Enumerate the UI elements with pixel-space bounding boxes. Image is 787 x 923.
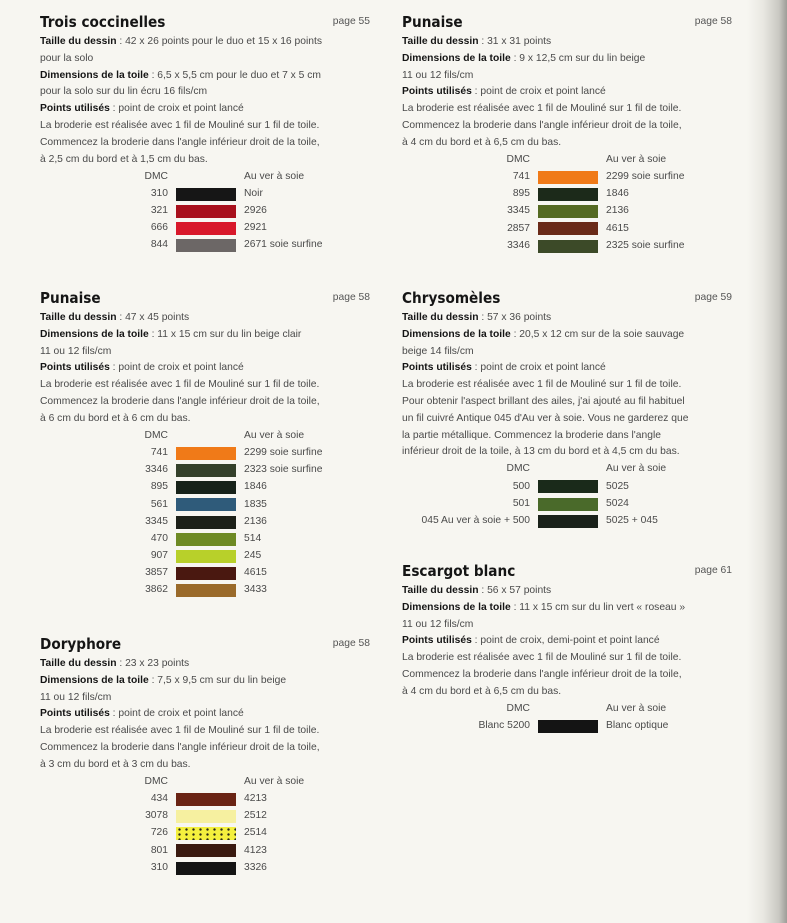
color-swatch	[538, 171, 598, 184]
page-reference: page 58	[694, 16, 732, 27]
points-label: Points utilisés	[402, 86, 472, 98]
thread-row	[402, 513, 666, 530]
dmc-code: 895	[150, 481, 168, 493]
swatch-cell	[176, 496, 238, 513]
thread-row	[40, 791, 304, 808]
dimensions-continuation: 11 ou 12 fils/cm	[40, 691, 112, 703]
thread-row	[40, 237, 322, 254]
instructions-line: La broderie est réalisée avec 1 fil de Mouliné sur 1 fil de toile.	[402, 652, 682, 664]
dimensions-label: Dimensions de la toile	[40, 328, 149, 340]
dmc-code: 500	[512, 480, 530, 492]
instructions-line: Commencez la broderie dans l'angle inférieur droit de la toile,	[40, 395, 320, 407]
page-reference: page 55	[332, 16, 370, 27]
instructions-line: Commencez la broderie dans l'angle inférieur droit de la toile,	[40, 136, 320, 148]
dmc-code: 3862	[145, 584, 168, 596]
dimensions-value: : 6,5 x 5,5 cm pour le duo et 7 x 5 cm	[148, 69, 321, 81]
au-ver-a-soie-code: 2323 soie surfine	[244, 464, 323, 476]
swatch-cell	[176, 531, 238, 548]
thread-row	[40, 531, 322, 548]
au-ver-a-soie-column-header: Au ver à soie	[606, 463, 667, 475]
swatch-cell	[176, 479, 238, 496]
swatch-cell	[176, 445, 238, 462]
instructions-line: à 2,5 cm du bord et à 1,5 cm du bas.	[40, 153, 208, 165]
color-swatch	[176, 188, 236, 201]
dmc-code: 045 Au ver à soie + 500	[421, 514, 530, 526]
dimensions-continuation: 11 ou 12 fils/cm	[402, 69, 474, 81]
dimensions-label: Dimensions de la toile	[402, 328, 511, 340]
au-ver-a-soie-code: 3433	[244, 584, 267, 596]
thread-table-header	[402, 461, 666, 478]
swatch-cell	[538, 203, 600, 220]
swatch-cell	[538, 513, 600, 530]
au-ver-a-soie-code: 2325 soie surfine	[606, 239, 685, 251]
taille-value: : 23 x 23 points	[116, 658, 190, 669]
color-swatch	[176, 222, 236, 235]
au-ver-a-soie-code: 1846	[606, 188, 629, 200]
dmc-column-header: DMC	[506, 463, 530, 475]
section-title: Escargot blanc	[402, 562, 516, 580]
instructions-line: inférieur droit de la toile, à 13 cm du bord et à 4,5 cm du bas.	[402, 446, 680, 458]
taille-line	[402, 310, 732, 327]
swatch-cell	[538, 186, 600, 203]
dmc-code: Blanc 5200	[478, 719, 530, 731]
thread-row	[40, 479, 322, 496]
color-swatch	[538, 720, 598, 733]
thread-row	[40, 203, 322, 220]
taille-label: Taille du dessin	[40, 36, 117, 47]
dimensions-value: : 20,5 x 12 cm sur de la soie sauvage	[510, 328, 685, 340]
pattern-section	[402, 12, 732, 255]
color-swatch	[176, 827, 236, 840]
thread-row	[40, 462, 322, 479]
taille-label: Taille du dessin	[402, 312, 479, 323]
dimensions-value: : 11 x 15 cm sur du lin beige clair	[148, 328, 302, 340]
swatch-cell	[538, 496, 600, 513]
color-swatch	[176, 464, 236, 477]
color-swatch	[176, 810, 236, 823]
thread-color-table	[402, 701, 668, 735]
instructions-line: Commencez la broderie dans l'angle inférieur droit de la toile,	[402, 119, 682, 131]
thread-row	[40, 582, 322, 599]
dmc-code: 561	[150, 498, 168, 510]
points-line	[402, 633, 732, 650]
au-ver-a-soie-column-header: Au ver à soie	[244, 170, 305, 182]
dimensions-continuation: beige 14 fils/cm	[402, 345, 474, 357]
swatch-cell	[176, 565, 238, 582]
instructions-line: La broderie est réalisée avec 1 fil de Mouliné sur 1 fil de toile.	[40, 119, 320, 131]
section-title: Chrysomèles	[402, 289, 501, 307]
dimensions-line	[402, 600, 732, 617]
color-swatch	[176, 844, 236, 857]
dmc-column-header: DMC	[144, 429, 168, 441]
dimensions-value: : 9 x 12,5 cm sur du lin beige	[510, 52, 646, 64]
instructions-line: La broderie est réalisée avec 1 fil de Mouliné sur 1 fil de toile.	[402, 379, 682, 391]
points-value: : point de croix et point lancé	[471, 86, 606, 98]
points-value: : point de croix et point lancé	[109, 708, 244, 720]
color-swatch	[176, 481, 236, 494]
swatch-cell	[176, 842, 238, 859]
color-swatch	[176, 447, 236, 460]
page-reference: page 58	[332, 292, 370, 303]
swatch-cell	[176, 237, 238, 254]
instructions-line: La broderie est réalisée avec 1 fil de Mouliné sur 1 fil de toile.	[402, 103, 682, 115]
swatch-cell	[176, 548, 238, 565]
taille-continuation: pour la solo	[40, 52, 94, 64]
thread-table-header	[402, 701, 668, 718]
swatch-column-header	[538, 461, 600, 478]
swatch-cell	[176, 582, 238, 599]
thread-row	[40, 496, 322, 513]
au-ver-a-soie-code: Blanc optique	[606, 719, 669, 731]
dmc-code: 3345	[145, 515, 168, 527]
taille-value: : 31 x 31 points	[478, 36, 552, 47]
dmc-column-header: DMC	[144, 170, 168, 182]
au-ver-a-soie-code: 514	[244, 532, 262, 544]
page-edge-shadow	[747, 0, 787, 923]
section-header	[402, 288, 732, 310]
thread-table-header	[40, 428, 322, 445]
au-ver-a-soie-code: 4615	[244, 567, 267, 579]
instructions-line: à 4 cm du bord et à 6,5 cm du bas.	[402, 685, 562, 697]
instructions-line: Commencez la broderie dans l'angle inférieur droit de la toile,	[40, 741, 320, 753]
au-ver-a-soie-code: 5025	[606, 480, 629, 492]
au-ver-a-soie-code: 2926	[244, 204, 267, 216]
instructions-line: la partie métallique. Commencez la broderie dans l'angle	[402, 429, 661, 441]
au-ver-a-soie-code: 2671 soie surfine	[244, 239, 323, 251]
dmc-code: 3857	[145, 567, 168, 579]
page-reference: page 59	[694, 292, 732, 303]
color-swatch	[538, 515, 598, 528]
color-swatch	[176, 205, 236, 218]
swatch-cell	[176, 860, 238, 877]
points-label: Points utilisés	[40, 362, 110, 374]
au-ver-a-soie-code: 245	[244, 550, 262, 562]
thread-color-table	[40, 168, 322, 254]
thread-table-header	[40, 774, 304, 791]
thread-row	[40, 445, 322, 462]
thread-row	[402, 186, 684, 203]
thread-row	[402, 496, 666, 513]
dimensions-label: Dimensions de la toile	[402, 52, 511, 64]
dmc-code: 726	[150, 827, 168, 839]
dmc-code: 907	[150, 550, 168, 562]
dmc-column-header: DMC	[506, 153, 530, 165]
swatch-cell	[176, 203, 238, 220]
au-ver-a-soie-column-header: Au ver à soie	[244, 429, 305, 441]
points-line	[40, 706, 370, 723]
thread-row	[402, 238, 684, 255]
dimensions-label: Dimensions de la toile	[40, 69, 149, 81]
color-swatch	[538, 498, 598, 511]
swatch-cell	[538, 718, 600, 735]
thread-color-table	[402, 461, 666, 530]
instructions-line: à 4 cm du bord et à 6,5 cm du bas.	[402, 136, 562, 148]
thread-row	[40, 808, 304, 825]
section-header	[40, 288, 370, 310]
thread-color-table	[402, 152, 684, 255]
taille-label: Taille du dessin	[402, 36, 479, 47]
swatch-cell	[176, 220, 238, 237]
swatch-cell	[176, 808, 238, 825]
points-label: Points utilisés	[402, 635, 472, 647]
instructions-line: La broderie est réalisée avec 1 fil de Mouliné sur 1 fil de toile.	[40, 379, 320, 391]
section-header	[402, 561, 732, 583]
dmc-code: 470	[150, 532, 168, 544]
dimensions-label: Dimensions de la toile	[402, 601, 511, 613]
dmc-code: 321	[150, 204, 168, 216]
au-ver-a-soie-code: 5024	[606, 497, 629, 509]
dmc-code: 310	[150, 187, 168, 199]
points-label: Points utilisés	[40, 103, 110, 115]
color-swatch	[538, 205, 598, 218]
taille-line	[402, 34, 732, 51]
au-ver-a-soie-code: 2512	[244, 810, 267, 822]
dimensions-label: Dimensions de la toile	[40, 674, 149, 686]
swatch-column-header	[176, 774, 238, 791]
swatch-cell	[538, 238, 600, 255]
au-ver-a-soie-code: 1846	[244, 481, 267, 493]
au-ver-a-soie-code: Noir	[244, 187, 263, 199]
points-value: : point de croix et point lancé	[471, 362, 606, 374]
color-swatch	[176, 533, 236, 546]
swatch-column-header	[176, 168, 238, 185]
au-ver-a-soie-code: 4123	[244, 844, 267, 856]
au-ver-a-soie-code: 4213	[244, 792, 267, 804]
taille-value: : 57 x 36 points	[478, 312, 552, 323]
instructions-line: un fil cuivré Antique 045 d'Au ver à soie. Vous ne garderez que	[402, 412, 689, 424]
swatch-cell	[176, 825, 238, 842]
page-reference: page 61	[694, 565, 732, 576]
au-ver-a-soie-column-header: Au ver à soie	[606, 702, 667, 714]
dmc-code: 310	[150, 861, 168, 873]
dmc-code: 895	[512, 188, 530, 200]
dmc-code: 434	[150, 792, 168, 804]
taille-value: : 47 x 45 points	[116, 312, 190, 323]
instructions-line: Pour obtenir l'aspect brillant des ailes, j'ai ajouté au fil habituel	[402, 395, 685, 407]
au-ver-a-soie-code: 2299 soie surfine	[244, 446, 323, 458]
au-ver-a-soie-column-header: Au ver à soie	[244, 775, 305, 787]
thread-row	[40, 186, 322, 203]
thread-row	[40, 860, 304, 877]
dimensions-line	[40, 68, 370, 85]
swatch-cell	[538, 220, 600, 237]
thread-row	[40, 548, 322, 565]
page-reference: page 58	[332, 638, 370, 649]
taille-line	[402, 583, 732, 600]
section-title: Punaise	[402, 13, 463, 31]
pattern-section	[40, 12, 370, 254]
dmc-code: 741	[150, 446, 168, 458]
dmc-code: 844	[150, 239, 168, 251]
dimensions-continuation: 11 ou 12 fils/cm	[40, 345, 112, 357]
color-swatch	[176, 550, 236, 563]
instructions-line: Commencez la broderie dans l'angle inférieur droit de la toile,	[402, 668, 682, 680]
points-line	[40, 360, 370, 377]
color-swatch	[538, 240, 598, 253]
dmc-code: 2857	[507, 222, 530, 234]
section-title: Trois coccinelles	[40, 13, 166, 31]
thread-row	[40, 514, 322, 531]
dimensions-value: : 11 x 15 cm sur du lin vert « roseau »	[510, 601, 686, 613]
taille-label: Taille du dessin	[40, 312, 117, 323]
dimensions-continuation: pour la solo sur du lin écru 16 fils/cm	[40, 86, 208, 98]
au-ver-a-soie-code: 2136	[244, 515, 267, 527]
color-swatch	[538, 188, 598, 201]
points-line	[40, 101, 370, 118]
swatch-cell	[538, 478, 600, 495]
au-ver-a-soie-code: 4615	[606, 222, 629, 234]
thread-row	[40, 565, 322, 582]
thread-row	[402, 169, 684, 186]
points-value: : point de croix, demi-point et point lancé	[471, 635, 660, 647]
taille-line	[40, 34, 370, 51]
color-swatch	[176, 239, 236, 252]
color-swatch	[538, 222, 598, 235]
dimensions-line	[40, 327, 370, 344]
dmc-code: 3078	[145, 810, 168, 822]
au-ver-a-soie-code: 3326	[244, 861, 267, 873]
au-ver-a-soie-code: 2514	[244, 827, 267, 839]
taille-value: : 56 x 57 points	[478, 585, 552, 596]
thread-row	[40, 220, 322, 237]
pattern-section	[40, 634, 370, 877]
dimensions-line	[402, 327, 732, 344]
thread-row	[402, 220, 684, 237]
taille-line	[40, 656, 370, 673]
au-ver-a-soie-code: 1835	[244, 498, 267, 510]
dmc-code: 501	[512, 497, 530, 509]
thread-table-header	[40, 168, 322, 185]
swatch-column-header	[538, 152, 600, 169]
points-label: Points utilisés	[402, 362, 472, 374]
taille-label: Taille du dessin	[402, 585, 479, 596]
taille-label: Taille du dessin	[40, 658, 117, 669]
pattern-section	[402, 561, 732, 735]
thread-color-table	[40, 428, 322, 600]
dimensions-line	[402, 51, 732, 68]
color-swatch	[176, 516, 236, 529]
au-ver-a-soie-column-header: Au ver à soie	[606, 153, 667, 165]
dmc-code: 801	[150, 844, 168, 856]
swatch-cell	[176, 791, 238, 808]
thread-row	[402, 203, 684, 220]
swatch-column-header	[176, 428, 238, 445]
dmc-code: 3346	[145, 464, 168, 476]
dimensions-value: : 7,5 x 9,5 cm sur du lin beige	[148, 674, 287, 686]
points-value: : point de croix et point lancé	[109, 362, 244, 374]
color-swatch	[176, 862, 236, 875]
dmc-code: 3345	[507, 205, 530, 217]
au-ver-a-soie-code: 2136	[606, 205, 629, 217]
pattern-section	[40, 288, 370, 599]
dmc-code: 3346	[507, 239, 530, 251]
dmc-code: 741	[512, 170, 530, 182]
dmc-column-header: DMC	[506, 702, 530, 714]
section-header	[402, 12, 732, 34]
swatch-cell	[176, 186, 238, 203]
points-label: Points utilisés	[40, 708, 110, 720]
dmc-column-header: DMC	[144, 775, 168, 787]
section-title: Doryphore	[40, 635, 122, 653]
section-header	[40, 12, 370, 34]
pattern-section	[402, 288, 732, 530]
swatch-column-header	[538, 701, 600, 718]
color-swatch	[538, 480, 598, 493]
swatch-cell	[176, 462, 238, 479]
color-swatch	[176, 584, 236, 597]
thread-row	[402, 718, 668, 735]
points-value: : point de croix et point lancé	[109, 103, 244, 115]
section-header	[40, 634, 370, 656]
instructions-line: La broderie est réalisée avec 1 fil de Mouliné sur 1 fil de toile.	[40, 725, 320, 737]
points-line	[402, 360, 732, 377]
taille-line	[40, 310, 370, 327]
thread-row	[402, 478, 666, 495]
section-title: Punaise	[40, 289, 101, 307]
dimensions-continuation: 11 ou 12 fils/cm	[402, 618, 474, 630]
thread-row	[40, 842, 304, 859]
instructions-line: à 6 cm du bord et à 6 cm du bas.	[40, 412, 191, 424]
au-ver-a-soie-code: 5025 + 045	[606, 514, 658, 526]
au-ver-a-soie-code: 2921	[244, 222, 267, 234]
swatch-cell	[176, 514, 238, 531]
color-swatch	[176, 498, 236, 511]
thread-table-header	[402, 152, 684, 169]
color-swatch	[176, 793, 236, 806]
au-ver-a-soie-code: 2299 soie surfine	[606, 170, 685, 182]
color-swatch	[176, 567, 236, 580]
dmc-code: 666	[150, 222, 168, 234]
dimensions-line	[40, 673, 370, 690]
thread-row	[40, 825, 304, 842]
thread-color-table	[40, 774, 304, 877]
instructions-line: à 3 cm du bord et à 3 cm du bas.	[40, 758, 191, 770]
swatch-cell	[538, 169, 600, 186]
points-line	[402, 84, 732, 101]
taille-value: : 42 x 26 points pour le duo et 15 x 16 points	[116, 36, 322, 47]
